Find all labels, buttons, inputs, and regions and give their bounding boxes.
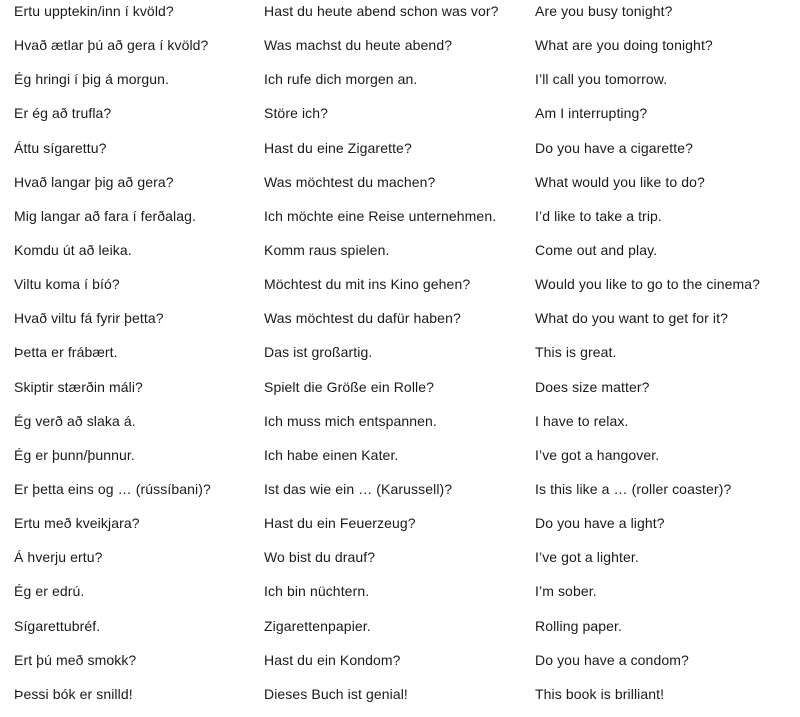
icelandic-phrase: Áttu sígarettu? — [14, 139, 107, 156]
table-row — [0, 478, 800, 512]
english-phrase: This is great. — [535, 344, 617, 361]
icelandic-phrase: Viltu koma í bíó? — [14, 276, 120, 293]
table-row — [0, 171, 800, 205]
icelandic-phrase: Ég er edrú. — [14, 583, 85, 600]
icelandic-phrase: Ég verð að slaka á. — [14, 412, 136, 429]
german-phrase: Ist das wie ein … (Karussell)? — [264, 480, 453, 497]
table-row — [0, 376, 800, 410]
table-row — [0, 34, 800, 68]
icelandic-phrase: Er þetta eins og … (rússíbani)? — [14, 480, 211, 497]
icelandic-phrase: Ertu með kveikjara? — [14, 515, 140, 532]
english-phrase: I’m sober. — [535, 583, 597, 600]
german-phrase: Hast du eine Zigarette? — [264, 139, 412, 156]
english-phrase: Does size matter? — [535, 378, 650, 395]
table-row — [0, 68, 800, 102]
english-phrase: I’d like to take a trip. — [535, 207, 662, 224]
icelandic-phrase: Er ég að trufla? — [14, 105, 112, 122]
english-phrase: What do you want to get for it? — [535, 310, 728, 327]
english-phrase: What would you like to do? — [535, 173, 705, 190]
english-phrase: Am I interrupting? — [535, 105, 648, 122]
german-phrase: Hast du ein Feuerzeug? — [264, 515, 416, 532]
german-phrase: Ich bin nüchtern. — [264, 583, 370, 600]
table-row — [0, 410, 800, 444]
table-row — [0, 615, 800, 649]
icelandic-phrase: Hvað langar þig að gera? — [14, 173, 174, 190]
german-phrase: Was möchtest du dafür haben? — [264, 310, 461, 327]
english-phrase: I’ll call you tomorrow. — [535, 71, 668, 88]
german-phrase: Ich habe einen Kater. — [264, 446, 399, 463]
german-phrase: Ich möchte eine Reise unternehmen. — [264, 207, 497, 224]
icelandic-phrase: Sígarettubréf. — [14, 617, 101, 634]
german-phrase: Wo bist du drauf? — [264, 549, 376, 566]
german-phrase: Hast du ein Kondom? — [264, 651, 401, 668]
english-phrase: Do you have a light? — [535, 515, 665, 532]
icelandic-phrase: Þetta er frábært. — [14, 344, 118, 361]
table-row — [0, 444, 800, 478]
table-row — [0, 205, 800, 239]
german-phrase: Spielt die Größe ein Rolle? — [264, 378, 435, 395]
english-phrase: Is this like a … (roller coaster)? — [535, 480, 732, 497]
english-phrase: Do you have a condom? — [535, 651, 689, 668]
icelandic-phrase: Ert þú með smokk? — [14, 651, 137, 668]
english-phrase: Do you have a cigarette? — [535, 139, 694, 156]
table-row — [0, 0, 800, 34]
icelandic-phrase: Mig langar að fara í ferðalag. — [14, 207, 196, 224]
icelandic-phrase: Þessi bók er snilld! — [14, 685, 133, 702]
german-phrase: Was machst du heute abend? — [264, 37, 453, 54]
table-row — [0, 239, 800, 273]
english-phrase: Would you like to go to the cinema? — [535, 276, 761, 293]
english-phrase: This book is brilliant! — [535, 685, 665, 702]
icelandic-phrase: Hvað viltu fá fyrir þetta? — [14, 310, 164, 327]
table-row — [0, 307, 800, 341]
table-row — [0, 546, 800, 580]
icelandic-phrase: Komdu út að leika. — [14, 241, 132, 258]
german-phrase: Das ist großartig. — [264, 344, 373, 361]
german-phrase: Störe ich? — [264, 105, 329, 122]
german-phrase: Was möchtest du machen? — [264, 173, 436, 190]
table-row — [0, 683, 800, 717]
icelandic-phrase: Hvað ætlar þú að gera í kvöld? — [14, 37, 209, 54]
english-phrase: I’ve got a hangover. — [535, 446, 660, 463]
english-phrase: Rolling paper. — [535, 617, 623, 634]
german-phrase: Ich muss mich entspannen. — [264, 412, 437, 429]
table-row — [0, 102, 800, 136]
german-phrase: Dieses Buch ist genial! — [264, 685, 408, 702]
table-row — [0, 341, 800, 375]
english-phrase: I have to relax. — [535, 412, 629, 429]
german-phrase: Komm raus spielen. — [264, 241, 390, 258]
german-phrase: Ich rufe dich morgen an. — [264, 71, 418, 88]
english-phrase: Are you busy tonight? — [535, 3, 673, 19]
table-row — [0, 273, 800, 307]
icelandic-phrase: Skiptir stærðin máli? — [14, 378, 143, 395]
german-phrase: Zigarettenpapier. — [264, 617, 371, 634]
german-phrase: Hast du heute abend schon was vor? — [264, 3, 499, 19]
icelandic-phrase: Ég er þunn/þunnur. — [14, 446, 135, 463]
icelandic-phrase: Á hverju ertu? — [14, 549, 103, 566]
table-row — [0, 137, 800, 171]
english-phrase: I’ve got a lighter. — [535, 549, 639, 566]
table-row — [0, 512, 800, 546]
table-row — [0, 580, 800, 614]
icelandic-phrase: Ég hringi í þig á morgun. — [14, 71, 170, 88]
table-row — [0, 649, 800, 683]
english-phrase: Come out and play. — [535, 241, 658, 258]
german-phrase: Möchtest du mit ins Kino gehen? — [264, 276, 471, 293]
icelandic-phrase: Ertu upptekin/inn í kvöld? — [14, 3, 174, 19]
english-phrase: What are you doing tonight? — [535, 37, 713, 54]
